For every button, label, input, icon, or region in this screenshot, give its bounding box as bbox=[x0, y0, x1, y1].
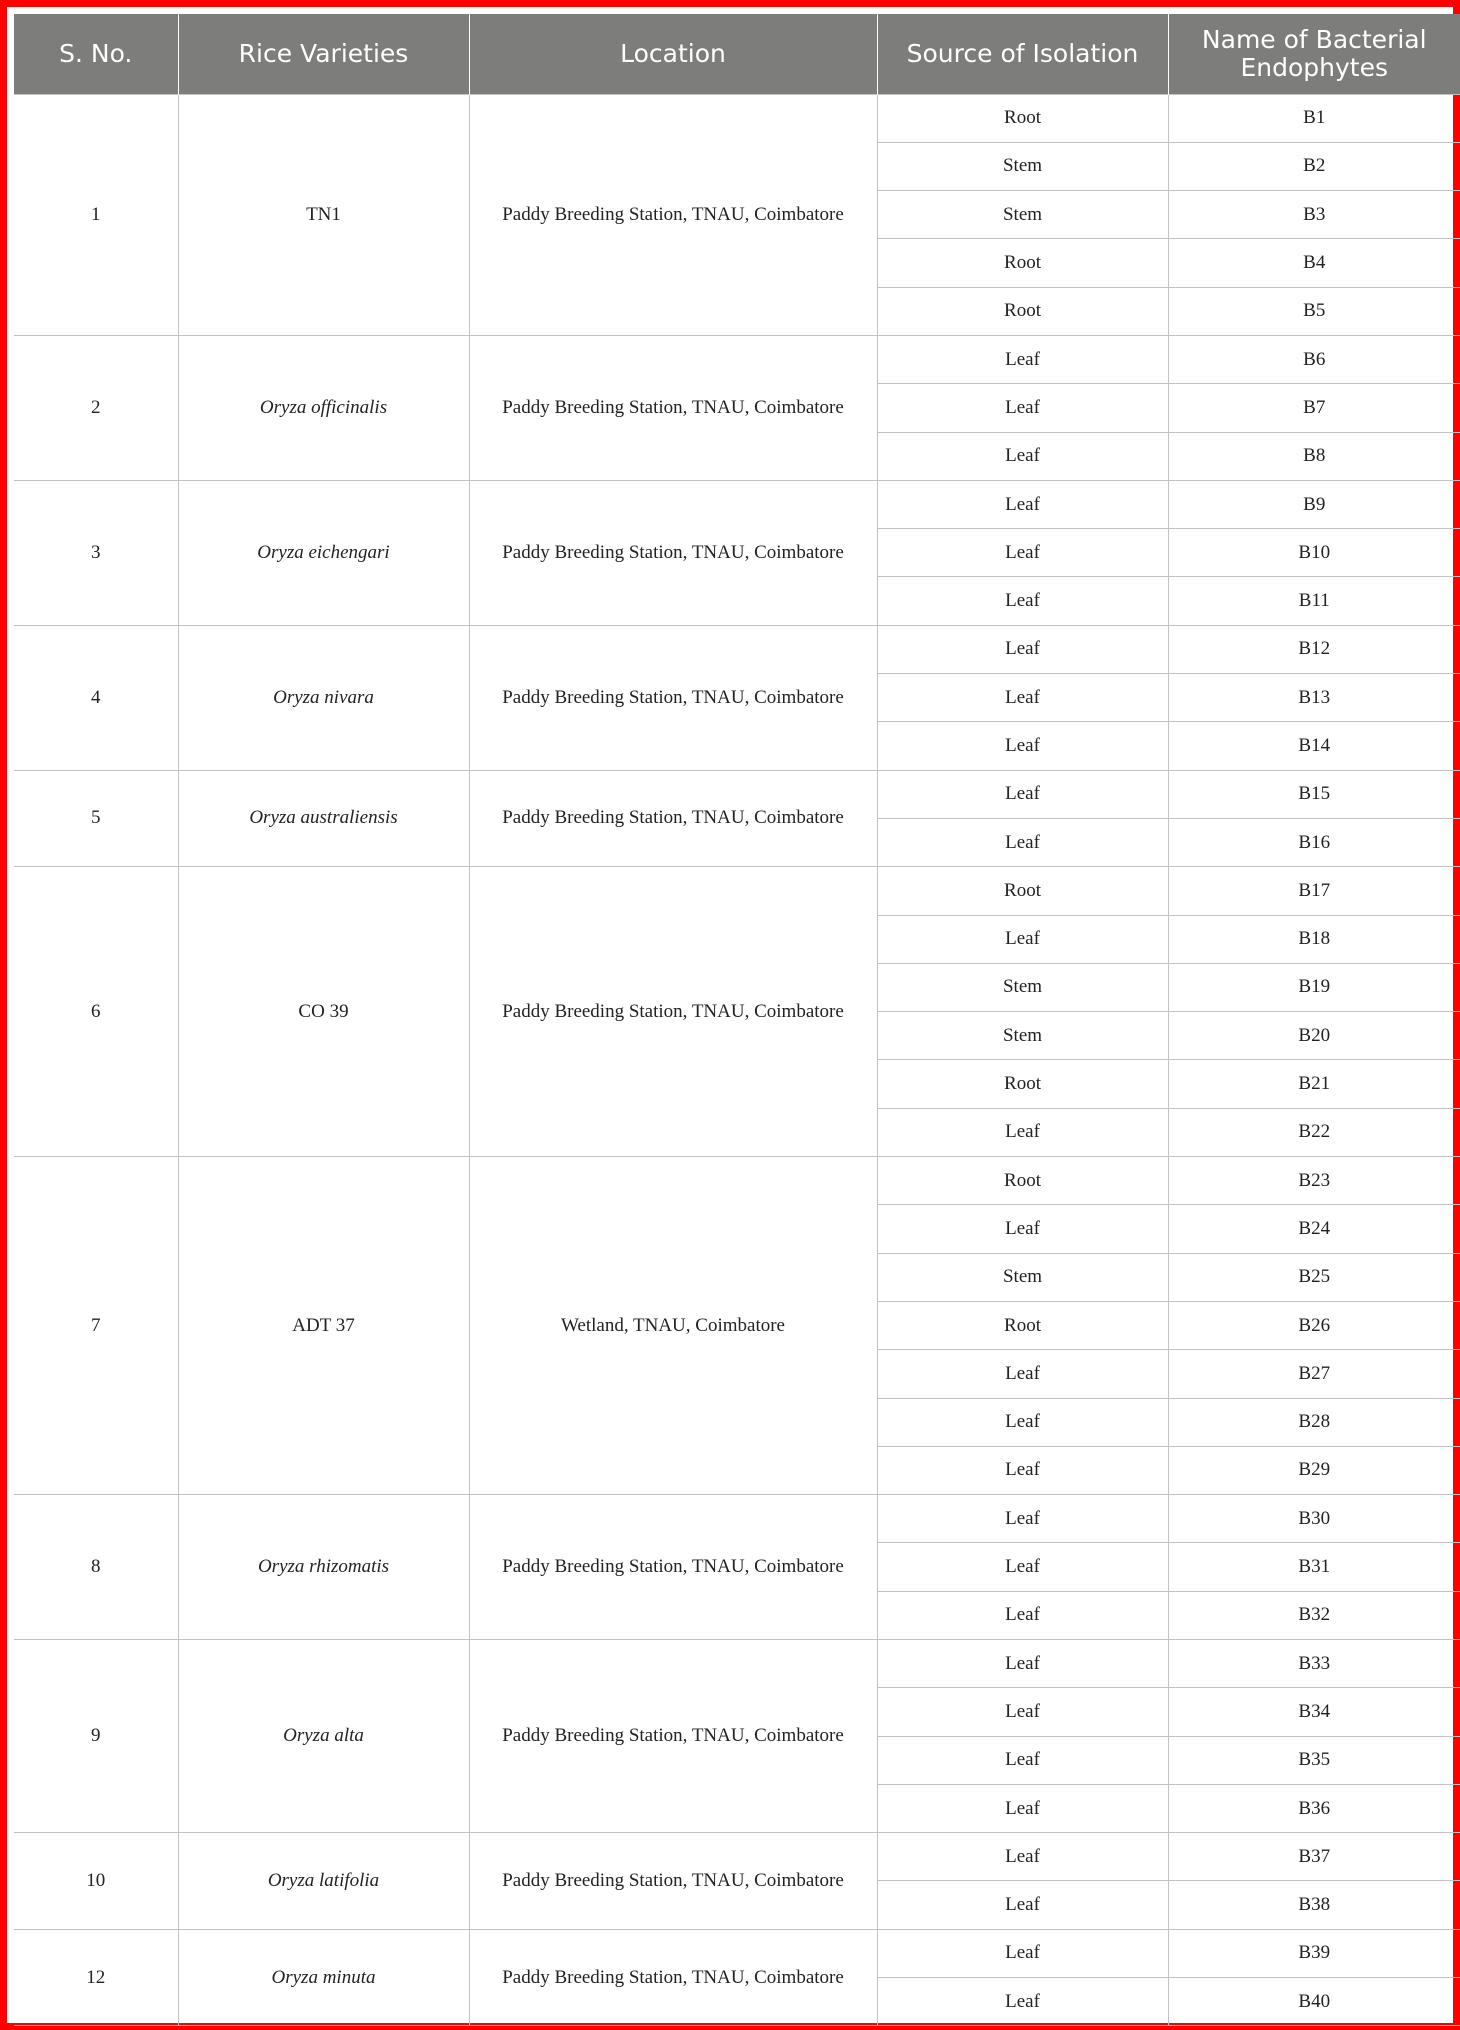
cell-endophyte-name: B30 bbox=[1168, 1495, 1460, 1543]
cell-source-of-isolation: Leaf bbox=[877, 432, 1168, 480]
cell-source-of-isolation: Leaf bbox=[877, 1446, 1168, 1494]
cell-endophyte-name: B31 bbox=[1168, 1543, 1460, 1591]
cell-location: Paddy Breeding Station, TNAU, Coimbatore bbox=[469, 1495, 877, 1640]
cell-endophyte-name: B33 bbox=[1168, 1640, 1460, 1688]
cell-rice-variety: Oryza alta bbox=[178, 1640, 469, 1833]
cell-rice-variety: Oryza australiensis bbox=[178, 770, 469, 867]
cell-rice-variety: CO 39 bbox=[178, 867, 469, 1157]
cell-endophyte-name: B15 bbox=[1168, 770, 1460, 818]
cell-source-of-isolation: Leaf bbox=[877, 625, 1168, 673]
cell-endophyte-name: B29 bbox=[1168, 1446, 1460, 1494]
cell-rice-variety: Oryza minuta bbox=[178, 1929, 469, 2026]
cell-source-of-isolation: Leaf bbox=[877, 1108, 1168, 1156]
cell-source-of-isolation: Leaf bbox=[877, 722, 1168, 770]
cell-endophyte-name: B39 bbox=[1168, 1929, 1460, 1977]
cell-endophyte-name: B21 bbox=[1168, 1060, 1460, 1108]
cell-rice-variety: Oryza latifolia bbox=[178, 1833, 469, 1930]
cell-source-of-isolation: Root bbox=[877, 287, 1168, 335]
cell-source-of-isolation: Leaf bbox=[877, 915, 1168, 963]
cell-location: Paddy Breeding Station, TNAU, Coimbatore bbox=[469, 335, 877, 480]
table-row bbox=[14, 1833, 1460, 1881]
cell-endophyte-name: B20 bbox=[1168, 1012, 1460, 1060]
cell-source-of-isolation: Leaf bbox=[877, 335, 1168, 383]
cell-source-of-isolation: Leaf bbox=[877, 384, 1168, 432]
cell-rice-variety: ADT 37 bbox=[178, 1157, 469, 1495]
cell-endophyte-name: B6 bbox=[1168, 335, 1460, 383]
cell-endophyte-name: B13 bbox=[1168, 674, 1460, 722]
table-row bbox=[14, 94, 1460, 142]
cell-source-of-isolation: Leaf bbox=[877, 1978, 1168, 2026]
endophyte-table bbox=[14, 14, 1460, 2026]
cell-source-of-isolation: Root bbox=[877, 1060, 1168, 1108]
table-row bbox=[14, 1157, 1460, 1205]
cell-source-of-isolation: Leaf bbox=[877, 1929, 1168, 1977]
cell-source-of-isolation: Leaf bbox=[877, 1591, 1168, 1639]
cell-endophyte-name: B40 bbox=[1168, 1978, 1460, 2026]
cell-endophyte-name: B11 bbox=[1168, 577, 1460, 625]
cell-endophyte-name: B25 bbox=[1168, 1253, 1460, 1301]
cell-source-of-isolation: Leaf bbox=[877, 770, 1168, 818]
cell-source-of-isolation: Root bbox=[877, 1301, 1168, 1349]
cell-source-of-isolation: Stem bbox=[877, 1253, 1168, 1301]
cell-rice-variety: Oryza eichengari bbox=[178, 480, 469, 625]
cell-source-of-isolation: Leaf bbox=[877, 529, 1168, 577]
cell-location: Paddy Breeding Station, TNAU, Coimbatore bbox=[469, 480, 877, 625]
header-sno: S. No. bbox=[14, 14, 178, 94]
header-bacterial-endophytes: Name of Bacterial Endophytes bbox=[1168, 14, 1460, 94]
table-body bbox=[14, 94, 1460, 2026]
cell-endophyte-name: B24 bbox=[1168, 1205, 1460, 1253]
cell-endophyte-name: B26 bbox=[1168, 1301, 1460, 1349]
cell-endophyte-name: B16 bbox=[1168, 818, 1460, 866]
cell-endophyte-name: B2 bbox=[1168, 142, 1460, 190]
cell-source-of-isolation: Leaf bbox=[877, 577, 1168, 625]
table-header bbox=[14, 14, 1460, 94]
cell-sno: 4 bbox=[14, 625, 178, 770]
table-row bbox=[14, 1640, 1460, 1688]
header-source-of-isolation: Source of Isolation bbox=[877, 14, 1168, 94]
cell-endophyte-name: B17 bbox=[1168, 867, 1460, 915]
cell-source-of-isolation: Leaf bbox=[877, 1205, 1168, 1253]
cell-source-of-isolation: Stem bbox=[877, 191, 1168, 239]
cell-endophyte-name: B38 bbox=[1168, 1881, 1460, 1929]
cell-endophyte-name: B9 bbox=[1168, 480, 1460, 528]
cell-endophyte-name: B36 bbox=[1168, 1784, 1460, 1832]
cell-endophyte-name: B32 bbox=[1168, 1591, 1460, 1639]
cell-endophyte-name: B12 bbox=[1168, 625, 1460, 673]
cell-sno: 5 bbox=[14, 770, 178, 867]
table-row bbox=[14, 1929, 1460, 1977]
table-row bbox=[14, 867, 1460, 915]
cell-source-of-isolation: Root bbox=[877, 94, 1168, 142]
cell-endophyte-name: B27 bbox=[1168, 1350, 1460, 1398]
cell-sno: 8 bbox=[14, 1495, 178, 1640]
cell-rice-variety: Oryza rhizomatis bbox=[178, 1495, 469, 1640]
cell-location: Paddy Breeding Station, TNAU, Coimbatore bbox=[469, 770, 877, 867]
cell-source-of-isolation: Root bbox=[877, 867, 1168, 915]
cell-endophyte-name: B19 bbox=[1168, 963, 1460, 1011]
cell-endophyte-name: B14 bbox=[1168, 722, 1460, 770]
cell-source-of-isolation: Leaf bbox=[877, 1784, 1168, 1832]
cell-source-of-isolation: Leaf bbox=[877, 1688, 1168, 1736]
cell-location: Paddy Breeding Station, TNAU, Coimbatore bbox=[469, 1929, 877, 2026]
cell-endophyte-name: B35 bbox=[1168, 1736, 1460, 1784]
cell-source-of-isolation: Root bbox=[877, 239, 1168, 287]
cell-rice-variety: Oryza nivara bbox=[178, 625, 469, 770]
cell-location: Paddy Breeding Station, TNAU, Coimbatore bbox=[469, 1640, 877, 1833]
cell-endophyte-name: B22 bbox=[1168, 1108, 1460, 1156]
cell-location: Paddy Breeding Station, TNAU, Coimbatore bbox=[469, 625, 877, 770]
table-row bbox=[14, 1495, 1460, 1543]
cell-source-of-isolation: Leaf bbox=[877, 674, 1168, 722]
cell-source-of-isolation: Stem bbox=[877, 963, 1168, 1011]
header-row bbox=[14, 14, 1460, 94]
cell-source-of-isolation: Root bbox=[877, 1157, 1168, 1205]
cell-source-of-isolation: Leaf bbox=[877, 1881, 1168, 1929]
table-row bbox=[14, 480, 1460, 528]
cell-source-of-isolation: Leaf bbox=[877, 818, 1168, 866]
cell-endophyte-name: B28 bbox=[1168, 1398, 1460, 1446]
cell-rice-variety: TN1 bbox=[178, 94, 469, 335]
cell-endophyte-name: B1 bbox=[1168, 94, 1460, 142]
cell-endophyte-name: B34 bbox=[1168, 1688, 1460, 1736]
cell-location: Paddy Breeding Station, TNAU, Coimbatore bbox=[469, 867, 877, 1157]
cell-sno: 1 bbox=[14, 94, 178, 335]
cell-sno: 10 bbox=[14, 1833, 178, 1930]
cell-endophyte-name: B4 bbox=[1168, 239, 1460, 287]
cell-endophyte-name: B5 bbox=[1168, 287, 1460, 335]
cell-source-of-isolation: Leaf bbox=[877, 1640, 1168, 1688]
cell-endophyte-name: B8 bbox=[1168, 432, 1460, 480]
cell-endophyte-name: B10 bbox=[1168, 529, 1460, 577]
cell-source-of-isolation: Leaf bbox=[877, 480, 1168, 528]
cell-endophyte-name: B7 bbox=[1168, 384, 1460, 432]
cell-sno: 6 bbox=[14, 867, 178, 1157]
cell-source-of-isolation: Leaf bbox=[877, 1736, 1168, 1784]
cell-endophyte-name: B23 bbox=[1168, 1157, 1460, 1205]
cell-sno: 7 bbox=[14, 1157, 178, 1495]
header-rice-varieties: Rice Varieties bbox=[178, 14, 469, 94]
cell-endophyte-name: B3 bbox=[1168, 191, 1460, 239]
header-location: Location bbox=[469, 14, 877, 94]
cell-sno: 9 bbox=[14, 1640, 178, 1833]
cell-source-of-isolation: Leaf bbox=[877, 1398, 1168, 1446]
cell-source-of-isolation: Stem bbox=[877, 1012, 1168, 1060]
table-row bbox=[14, 770, 1460, 818]
cell-location: Paddy Breeding Station, TNAU, Coimbatore bbox=[469, 94, 877, 335]
cell-rice-variety: Oryza officinalis bbox=[178, 335, 469, 480]
cell-location: Wetland, TNAU, Coimbatore bbox=[469, 1157, 877, 1495]
cell-sno: 3 bbox=[14, 480, 178, 625]
cell-sno: 12 bbox=[14, 1929, 178, 2026]
cell-location: Paddy Breeding Station, TNAU, Coimbatore bbox=[469, 1833, 877, 1930]
cell-endophyte-name: B18 bbox=[1168, 915, 1460, 963]
cell-source-of-isolation: Stem bbox=[877, 142, 1168, 190]
cell-source-of-isolation: Leaf bbox=[877, 1495, 1168, 1543]
cell-source-of-isolation: Leaf bbox=[877, 1350, 1168, 1398]
cell-sno: 2 bbox=[14, 335, 178, 480]
cell-source-of-isolation: Leaf bbox=[877, 1833, 1168, 1881]
table-row bbox=[14, 335, 1460, 383]
cell-endophyte-name: B37 bbox=[1168, 1833, 1460, 1881]
table-row bbox=[14, 625, 1460, 673]
cell-source-of-isolation: Leaf bbox=[877, 1543, 1168, 1591]
